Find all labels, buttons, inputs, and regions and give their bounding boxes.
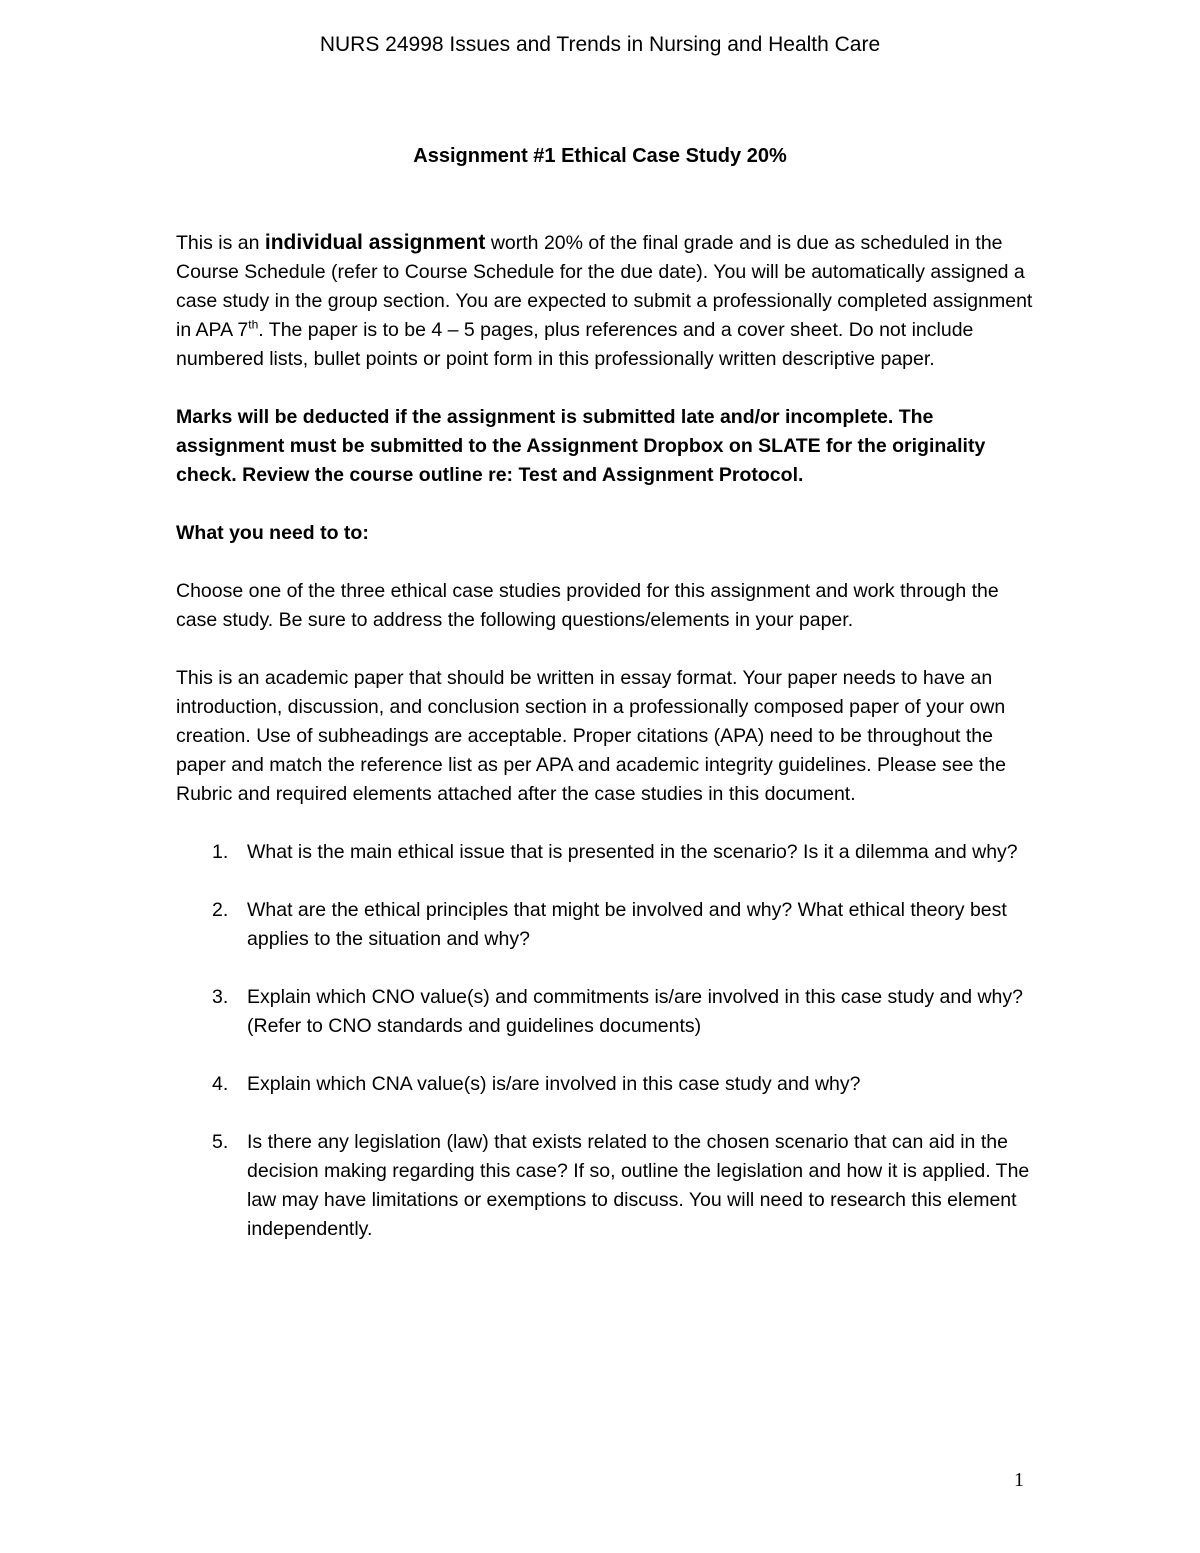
list-item	[176, 983, 1036, 1041]
list-item-number: 5.	[212, 1131, 229, 1153]
questions-list	[176, 838, 1036, 1244]
academic-paragraph: This is an academic paper that should be written in essay format. Your paper needs to have an introduction, discussion, and conclusion section in a professionally composed paper of your own creation. Use of subheadings are acceptable. Proper citations (APA) need to be throughout the paper and match the reference list as per APA and academic integrity guidelines. Please see the Rubric and required elements attached after the case studies in this document.	[176, 667, 1006, 805]
list-item-text: What is the main ethical issue that is presented in the scenario? Is it a dilemma and why?	[247, 841, 1018, 863]
subheading: What you need to to:	[176, 522, 369, 544]
intro-emphasis: individual assignment	[264, 231, 486, 254]
list-item	[176, 896, 1036, 954]
list-item-text: Explain which CNO value(s) and commitments is/are involved in this case study and why? (Refer to CNO standards and guidelines documents)	[247, 986, 1024, 1037]
intro-paragraph	[176, 228, 1036, 374]
assignment-title: Assignment #1 Ethical Case Study 20%	[413, 145, 787, 167]
choose-paragraph: Choose one of the three ethical case studies provided for this assignment and work through the case study. Be sure to address the following questions/elements in your paper.	[176, 580, 999, 631]
intro-post: . The paper is to be 4 – 5 pages, plus references and a cover sheet. Do not include numbered lists, bullet points or point form in this professionally written descriptive paper.	[176, 319, 974, 370]
document-body	[176, 228, 1036, 1273]
list-item-number: 4.	[212, 1073, 229, 1095]
list-item	[176, 838, 1036, 867]
list-item-text: Explain which CNA value(s) is/are involved in this case study and why?	[247, 1073, 861, 1095]
intro-superscript: th	[248, 317, 259, 332]
list-item-number: 3.	[212, 986, 229, 1008]
course-header: NURS 24998 Issues and Trends in Nursing and Health Care	[319, 33, 881, 56]
list-item-text: What are the ethical principles that might be involved and why? What ethical theory best applies to the situation and why?	[247, 899, 1007, 950]
list-item-text: Is there any legislation (law) that exists related to the chosen scenario that can aid in the decision making regarding this case? If so, outline the legislation and how it is applied. The law may have limitations or exemptions to discuss. You will need to research this element independently.	[247, 1131, 1030, 1240]
intro-mid: worth 20% of the final grade and is due as scheduled in the Course Schedule (refer to Course Schedule for the due date). You will be automatically assigned a case study in the group section. You are expected to submit a professionally completed assignment in APA 7	[176, 232, 1033, 341]
list-item	[176, 1128, 1036, 1244]
warning-paragraph: Marks will be deducted if the assignment is submitted late and/or incomplete. The assignment must be submitted to the Assignment Dropbox on SLATE for the originality check. Review the course outline re: Test and Assignment Protocol.	[176, 406, 986, 486]
list-item-number: 1.	[212, 841, 229, 863]
list-item-number: 2.	[212, 899, 229, 921]
page-number: 1	[1014, 1469, 1024, 1491]
intro-pre: This is an	[176, 232, 265, 254]
list-item	[176, 1070, 1036, 1099]
